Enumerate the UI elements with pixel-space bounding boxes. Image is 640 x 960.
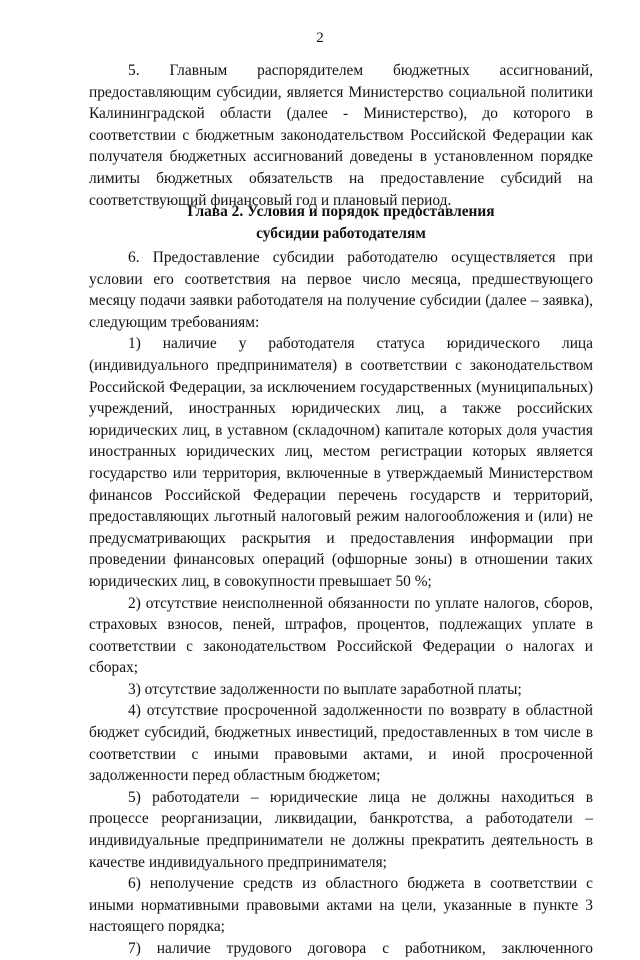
paragraph-5: 5. Главным распорядителем бюджетных ассигнований, предоставляющим субсидии, является Министерство социальной политики Калининградской области (далее - Министерство), до которого в соответствии с бюджетным законодательством Российской Федерации как получателя бюджетных ассигнований доведены в установленном порядке лимиты бюджетных обязательств на предоставление субсидий на соответствующий финансовый год и плановый период. <box>89 62 593 209</box>
page-number: 2 <box>316 30 324 46</box>
requirement-2: 2) отсутствие неисполненной обязанности по уплате налогов, сборов, страховых взносов, пеней, штрафов, процентов, подлежащих уплате в соответствии с законодательством Российской Федерации о налогах и сборах; <box>89 594 593 677</box>
chapter-heading-line-1: Глава 2. Условия и порядок предоставления <box>187 203 495 220</box>
requirement-6: 6) неполучение средств из областного бюджета в соответствии с иными нормативными правовыми актами на цели, указанные в пункте 3 настоящего порядка; <box>89 875 593 936</box>
chapter-heading <box>89 201 593 244</box>
requirement-4: 4) отсутствие просроченной задолженности по возврату в областной бюджет субсидий, бюджетных инвестиций, предоставленных в том числе в соответствии с иными правовыми актами, и иной просроченной задолженности перед областным бюджетом; <box>89 702 593 785</box>
paragraph-6: 6. Предоставление субсидии работодателю осуществляется при условии его соответствия на первое число месяца, предшествующего месяцу подачи заявки работодателя на получение субсидии (далее – заявка), следующим требованиям: <box>89 249 593 331</box>
requirement-3: 3) отсутствие задолженности по выплате заработной платы; <box>128 680 522 698</box>
chapter-heading-line-2: субсидии работодателям <box>256 224 426 242</box>
paragraph-5-block <box>89 60 593 211</box>
paragraph-6-block <box>89 247 593 960</box>
requirement-1: 1) наличие у работодателя статуса юридического лица (индивидуального предпринимателя) в соответствии с законодательством Российской Федерации, за исключением государственных (муниципальных) учреждений, иностранных юридических лиц, а также российских юридических лиц, в уставном (складочном) капитале которых доля участия иностранных юридических лиц, местом регистрации которых является государство или территория, включенные в утверждаемый Министерством финансов Российской Федерации перечень государств и территорий, предоставляющих льготный налоговый режим налогообложения и (или) не предусматривающих раскрытия и предоставления информации при проведении финансовых операций (офшорные зоны) в отношении таких юридических лиц, в совокупности превышает 50 %; <box>89 335 593 590</box>
requirement-7: 7) наличие трудового договора с работником, заключенного <box>128 940 593 957</box>
requirement-5: 5) работодатели – юридические лица не должны находиться в процессе реорганизации, ликвидации, банкротства, а работодатели – индивидуальные предприниматели не должны прекратить деятельность в качестве индивидуального предпринимателя; <box>89 788 593 871</box>
